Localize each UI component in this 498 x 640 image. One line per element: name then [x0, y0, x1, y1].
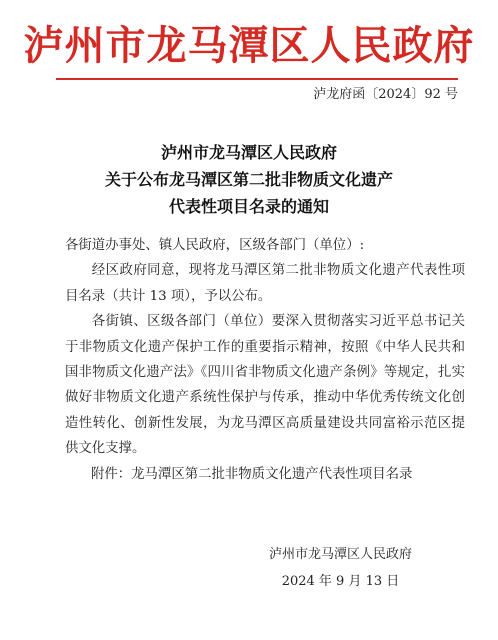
body-paragraph-2: 各街镇、区级各部门（单位）要深入贯彻落实习近平总书记关于非物质文化遗产保护工作的重要指示精神，按照《中华人民共和国非物质文化遗产法》《四川省非物质文化遗产条例》等规定，扎实做好非物质文化遗产系统性保护与传承，推动中华优秀传统文化创造性转化、创新性发展，为龙马潭区高质量建设共同富裕示范区提供文化支撑。 — [65, 314, 465, 457]
signature-block — [269, 541, 412, 595]
notice-title — [0, 139, 498, 220]
letterhead-title: 泸州市龙马潭区人民政府 — [23, 22, 475, 69]
notice-title-line-2: 关于公布龙马潭区第二批非物质文化遗产 — [104, 170, 393, 189]
salutation: 各街道办事处、镇人民政府，区级各部门（单位）: — [65, 238, 365, 253]
notice-title-line-1: 泸州市龙马潭区人民政府 — [160, 143, 337, 162]
body-paragraph-1: 经区政府同意，现将龙马潭区第二批非物质文化遗产代表性项目名录（共计 13 项），予以公布。 — [65, 263, 465, 304]
document-number: 泸龙府函〔2024〕92 号 — [313, 87, 458, 102]
signature-organization: 泸州市龙马潭区人民政府 — [268, 547, 412, 562]
letterhead-red-rule — [56, 78, 458, 80]
notice-title-line-3: 代表性项目名录的通知 — [168, 197, 329, 216]
attachment-line: 附件：龙马潭区第二批非物质文化遗产代表性项目名录 — [91, 466, 413, 482]
signature-date: 2024 年 9 月 13 日 — [281, 574, 400, 589]
notice-body — [65, 233, 465, 487]
